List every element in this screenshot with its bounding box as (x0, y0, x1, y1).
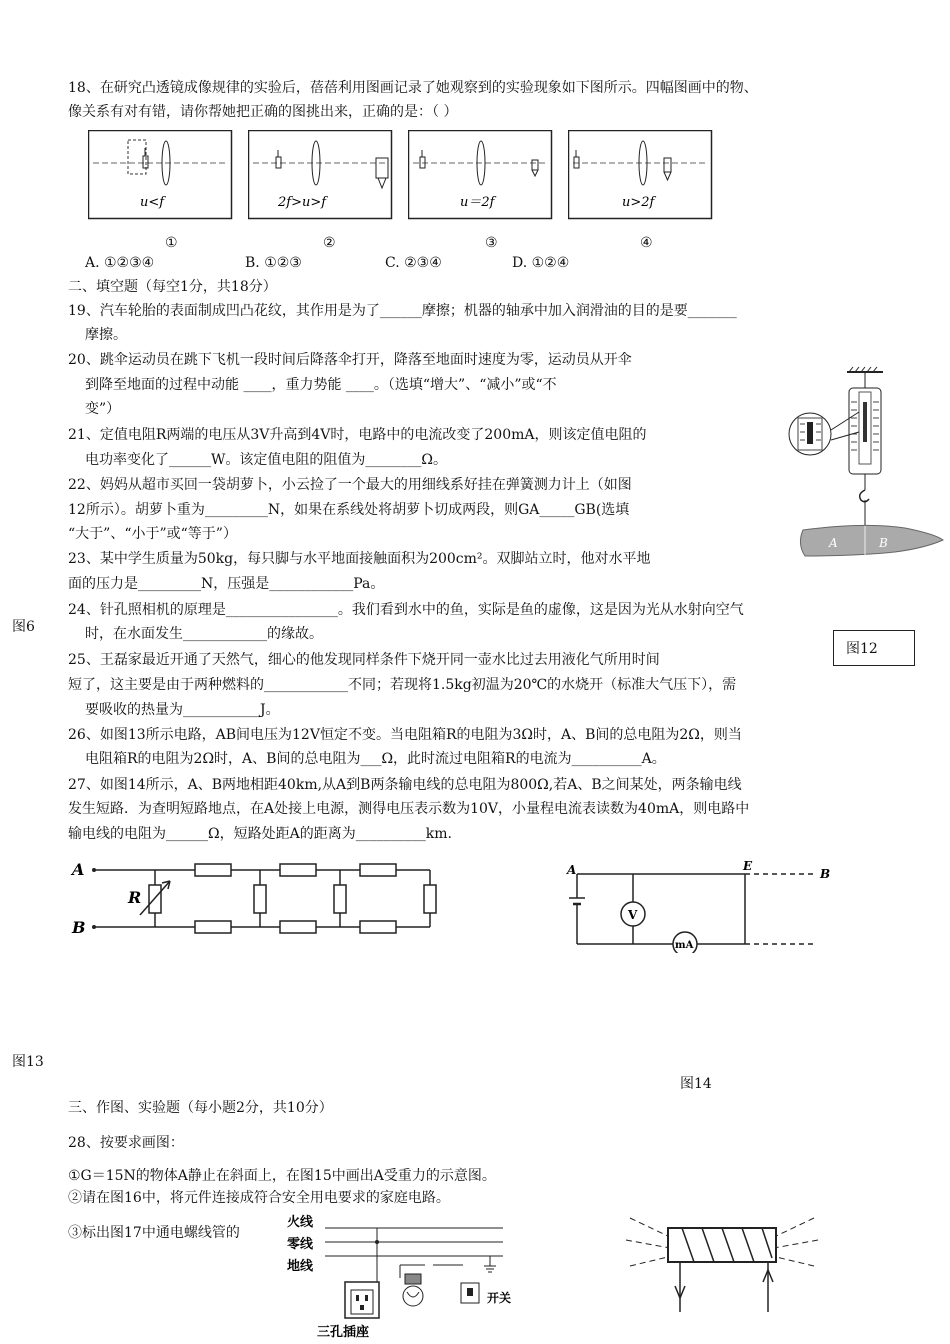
fig13-resistor-r: R (128, 888, 142, 907)
panel-2-label: 2f>u>f (278, 195, 327, 210)
q19-line2: 摩擦。 (85, 327, 127, 343)
q25-line3: 要吸收的热量为___________J。 (85, 702, 280, 718)
q23-line2: 面的压力是_________N，压强是____________Pa。 (68, 576, 385, 592)
carrot-label-b: B (879, 536, 888, 550)
fig14-node-e: E (743, 859, 753, 873)
lens-panel-1 (88, 130, 233, 224)
q18-option-b: B. ①②③ (245, 255, 302, 271)
fig6-label: 图6 (12, 619, 35, 635)
q18-option-c: C. ②③④ (385, 255, 442, 271)
q27-line1: 27、如图14所示，A、B两地相距40km,从A到B两条输电线的总电阻为800Ω,若A、B之间某处，两条输电线 (68, 777, 742, 793)
q26-line2: 电阻箱R的电阻为2Ω时，A、B间的总电阻为___Ω，此时流过电阻箱R的电流为__________A。 (85, 751, 666, 767)
fig13-node-a: A (72, 860, 85, 879)
q18-line1: 18、在研究凸透镜成像规律的实验后，蓓蓓利用图画记录了她观察到的实验现象如下图所示。四幅图画中的物、 (68, 80, 758, 96)
q22-line3: “大于”、“小于”或“等于”） (68, 526, 237, 542)
household-circuit-fig16 (285, 1210, 515, 1344)
solenoid-fig17 (622, 1208, 822, 1322)
q28-title: 28、按要求画图： (68, 1135, 184, 1151)
q28-item2: ②请在图16中，将元件连接成符合安全用电要求的家庭电路。 (68, 1190, 450, 1206)
fig12-label: 图12 (846, 641, 878, 657)
fig14-voltmeter-label: V (628, 908, 638, 922)
q26-line1: 26、如图13所示电路，AB间电压为12V恒定不变。当电阻箱R的电阻为3Ω时，A、B间的总电阻为2Ω，则当 (68, 727, 742, 743)
q20-line1: 20、跳伞运动员在跳下飞机一段时间后降落伞打开，降落至地面时速度为零，运动员从开伞 (68, 352, 632, 368)
lens-panel-2 (248, 130, 393, 224)
q21-line1: 21、定值电阻R两端的电压从3V升高到4V时，电路中的电流改变了200mA，则该定值电阻的 (68, 427, 647, 443)
lens-panel-3 (408, 130, 553, 224)
fig12-box (833, 630, 915, 666)
lens-panel-4 (568, 130, 713, 224)
q24-line1: 24、针孔照相机的原理是________________。我们看到水中的鱼，实际是鱼的虚像，这是因为光从水射向空气 (68, 602, 744, 618)
circuit-fig13 (70, 853, 450, 947)
q22-line2: 12所示）。胡萝卜重为_________N，如果在系线处将胡萝卜切成两段，则GA_____GB(选填 (68, 502, 630, 518)
q18-option-d: D. ①②④ (512, 255, 570, 271)
q22-line1: 22、妈妈从超市买回一袋胡萝卜，小云捡了一个最大的用细线系好挂在弹簧测力计上（如图 (68, 477, 632, 493)
section-2-title: 二、填空题（每空1分，共18分） (68, 279, 277, 295)
fig14-node-b: B (820, 867, 831, 881)
fig13-node-b: B (72, 918, 86, 937)
q28-item1: ①G＝15N的物体A静止在斜面上，在图15中画出A受重力的示意图。 (68, 1168, 496, 1184)
socket-label: 三孔插座 (317, 1325, 370, 1340)
q18-line2: 像关系有对有错，请你帮她把正确的图挑出来，正确的是：（ ） (68, 104, 458, 120)
panel-1-label: u<f (140, 195, 165, 210)
fig14-ammeter-label: mA (675, 940, 694, 951)
fig14-label: 图14 (680, 1076, 712, 1092)
switch-label: 开关 (487, 1291, 512, 1305)
q20-line2: 到降至地面的过程中动能 ____，重力势能 ____。（选填“增大”、“减小”或“不 (85, 377, 557, 393)
q27-line3: 输电线的电阻为______Ω，短路处距A的距离为__________km. (68, 826, 452, 842)
q18-option-a: A. ①②③④ (85, 255, 155, 271)
q21-line2: 电功率变化了______W。该定值电阻的阻值为________Ω。 (85, 452, 447, 468)
panel-2-number: ② (323, 235, 336, 251)
q24-line2: 时，在水面发生____________的缘故。 (85, 626, 323, 642)
q23-line1: 23、某中学生质量为50kg，每只脚与水平地面接触面积为200cm²。双脚站立时，他对水平地 (68, 551, 651, 567)
live-wire-label: 火线 (287, 1215, 314, 1230)
panel-4-label: u>2f (622, 195, 655, 210)
carrot-label-a: A (829, 536, 838, 550)
panel-3-number: ③ (485, 235, 498, 251)
section-3-title: 三、作图、实验题（每小题2分，共10分） (68, 1100, 333, 1116)
circuit-fig14 (565, 858, 835, 957)
spring-scale-figure (785, 362, 945, 566)
q27-line2: 发生短路．为查明短路地点，在A处接上电源，测得电压表示数为10V，小量程电流表读数为40mA，则电路中 (68, 801, 750, 817)
panel-3-label: u＝2f (460, 195, 495, 210)
panel-4-number: ④ (640, 235, 653, 251)
q25-line1: 25、王磊家最近开通了天然气，细心的他发现同样条件下烧开同一壶水比过去用液化气所用时间 (68, 652, 660, 668)
q28-item3: ③标出图17中通电螺线管的 (68, 1225, 240, 1241)
fig14-node-a: A (567, 863, 577, 877)
q20-line3: 变”） (85, 401, 121, 417)
neutral-wire-label: 零线 (287, 1237, 314, 1252)
ground-wire-label: 地线 (287, 1259, 314, 1274)
q19-line1: 19、汽车轮胎的表面制成凹凸花纹，其作用是为了______摩擦；机器的轴承中加入润滑油的目的是要_______ (68, 303, 737, 319)
fig13-label: 图13 (12, 1054, 44, 1070)
panel-1-number: ① (165, 235, 178, 251)
q25-line2: 短了，这主要是由于两种燃料的____________不同；若现将1.5kg初温为20℃的水烧开（标准大气压下），需 (68, 677, 737, 693)
